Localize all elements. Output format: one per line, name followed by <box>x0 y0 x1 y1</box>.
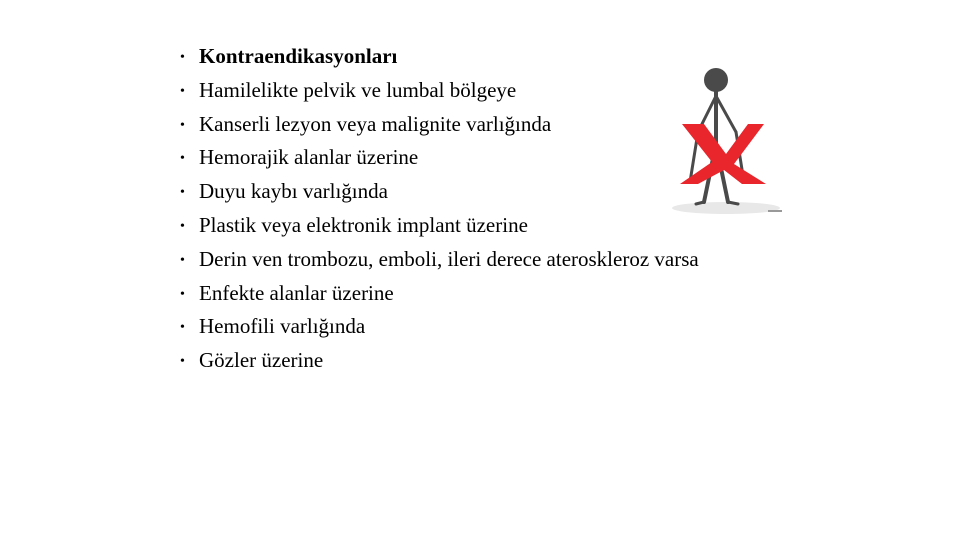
list-item-text: Duyu kaybı varlığında <box>199 179 388 204</box>
list-item <box>180 348 699 382</box>
list-item <box>180 281 699 315</box>
bullet: • <box>180 218 185 234</box>
bullet: • <box>180 50 185 65</box>
list-item-text: Gözler üzerine <box>199 348 324 373</box>
stick-figure-red-x-icon <box>668 62 784 218</box>
list-item-heading <box>180 44 699 78</box>
list-item <box>180 112 699 146</box>
bullet: • <box>180 286 185 302</box>
list-item <box>180 145 699 179</box>
list-item <box>180 247 699 281</box>
list-item-text: Hamilelikte pelvik ve lumbal bölgeye <box>199 77 517 102</box>
list-item-text: Hemorajik alanlar üzerine <box>199 145 419 170</box>
list-heading: Kontraendikasyonları <box>199 44 398 68</box>
list-item <box>180 314 699 348</box>
list-item <box>180 213 699 247</box>
list-item-text: Hemofili varlığında <box>199 314 366 339</box>
list-item <box>180 78 699 112</box>
contraindications-list <box>180 44 699 382</box>
bullet: • <box>180 185 185 201</box>
list-item-text: Kanserli lezyon veya malignite varlığında <box>199 111 552 136</box>
list-item-text: Derin ven trombozu, emboli, ileri derece ateroskleroz varsa <box>199 246 699 271</box>
list-item-text: Enfekte alanlar üzerine <box>199 280 394 305</box>
bullet: • <box>180 252 185 268</box>
bullet: • <box>180 151 185 167</box>
bullet: • <box>180 117 185 133</box>
bullet: • <box>180 354 185 370</box>
list-item <box>180 179 699 213</box>
bullet: • <box>180 320 185 336</box>
bullet: • <box>180 83 185 99</box>
list-item-text: Plastik veya elektronik implant üzerine <box>199 212 528 237</box>
